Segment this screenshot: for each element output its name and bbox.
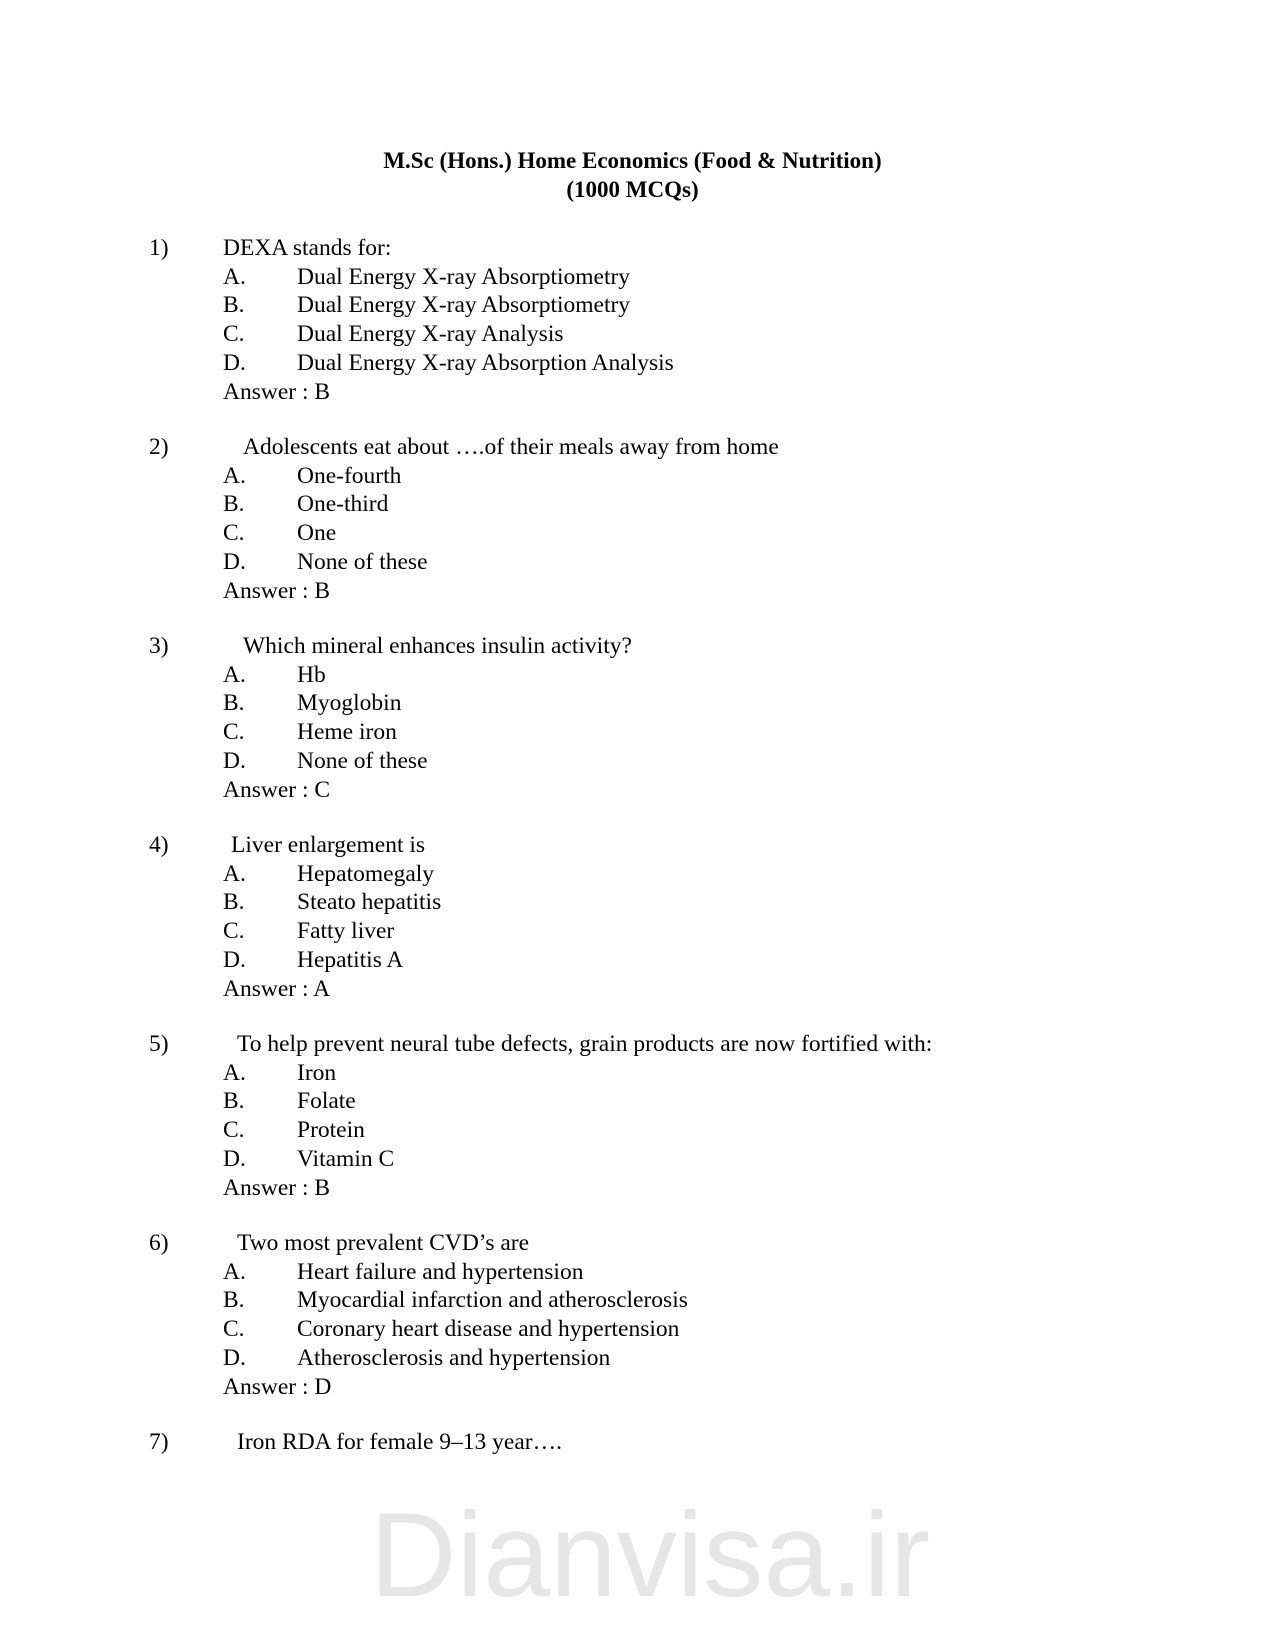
option-letter: B. — [223, 292, 245, 319]
watermark: Dianvisa.ir — [369, 1488, 931, 1622]
option-text: One-fourth — [297, 462, 402, 489]
option-letter: A. — [223, 1059, 246, 1086]
answer-text: Answer : B — [223, 378, 331, 405]
option-letter: D. — [223, 946, 246, 973]
option-text: Atherosclerosis and hypertension — [297, 1344, 611, 1371]
answer-text: Answer : C — [223, 776, 331, 803]
option-letter: C. — [223, 1117, 245, 1144]
option-letter: C. — [223, 1316, 245, 1343]
option-text: Heme iron — [297, 719, 397, 746]
question-number: 1) — [149, 235, 169, 261]
option-letter: B. — [223, 1088, 245, 1115]
question-text: Iron RDA for female 9–13 year…. — [237, 1429, 562, 1455]
option-letter: A. — [223, 661, 246, 688]
option-letter: C. — [223, 520, 245, 547]
option-text: Hb — [297, 661, 326, 688]
option-text: Myocardial infarction and atherosclerosis — [297, 1287, 688, 1314]
option-text: Dual Energy X-ray Absorptiometry — [297, 292, 631, 319]
question-number: 6) — [149, 1230, 169, 1256]
option-text: Dual Energy X-ray Absorptiometry — [297, 263, 631, 290]
option-text: Protein — [297, 1117, 365, 1144]
option-text: Dual Energy X-ray Analysis — [297, 321, 564, 348]
option-text: One — [297, 520, 337, 547]
question-number: 4) — [149, 832, 169, 858]
option-text: Heart failure and hypertension — [297, 1258, 584, 1285]
question-text: Liver enlargement is — [231, 832, 426, 858]
option-text: None of these — [297, 548, 428, 575]
option-letter: A. — [223, 263, 246, 290]
option-letter: C. — [223, 719, 245, 746]
option-letter: D. — [223, 1344, 246, 1371]
question-number: 7) — [149, 1429, 169, 1455]
option-text: None of these — [297, 747, 428, 774]
answer-text: Answer : D — [223, 1373, 332, 1400]
option-letter: B. — [223, 491, 245, 518]
question-number: 5) — [149, 1031, 169, 1057]
option-letter: A. — [223, 462, 246, 489]
option-text: Fatty liver — [297, 918, 395, 945]
option-text: Vitamin C — [297, 1145, 395, 1172]
answer-text: Answer : B — [223, 577, 331, 604]
option-letter: D. — [223, 747, 246, 774]
option-text: Coronary heart disease and hypertension — [297, 1316, 680, 1343]
option-letter: B. — [223, 1287, 245, 1314]
option-text: Hepatomegaly — [297, 860, 435, 887]
option-letter: A. — [223, 860, 246, 887]
option-text: Folate — [297, 1088, 356, 1115]
answer-text: Answer : B — [223, 1174, 331, 1201]
option-text: Hepatitis A — [297, 946, 404, 973]
option-text: Myoglobin — [297, 690, 402, 717]
option-letter: C. — [223, 321, 245, 348]
option-letter: B. — [223, 889, 245, 916]
option-letter: D. — [223, 1145, 246, 1172]
option-letter: C. — [223, 918, 245, 945]
question-text: Adolescents eat about ….of their meals away from home — [243, 434, 779, 460]
document-title: M.Sc (Hons.) Home Economics (Food & Nutrition) — [383, 148, 882, 173]
option-letter: D. — [223, 548, 246, 575]
option-letter: A. — [223, 1258, 246, 1285]
option-text: Dual Energy X-ray Absorption Analysis — [297, 349, 674, 376]
option-letter: B. — [223, 690, 245, 717]
option-letter: D. — [223, 349, 246, 376]
option-text: One-third — [297, 491, 389, 518]
question-text: To help prevent neural tube defects, grain products are now fortified with: — [237, 1031, 933, 1057]
question-text: Two most prevalent CVD’s are — [237, 1230, 530, 1256]
option-text: Steato hepatitis — [297, 889, 442, 916]
answer-text: Answer : A — [223, 975, 331, 1002]
question-number: 3) — [149, 633, 169, 659]
option-text: Iron — [297, 1059, 337, 1086]
document-subtitle: (1000 MCQs) — [566, 177, 699, 202]
question-text: Which mineral enhances insulin activity? — [243, 633, 632, 659]
question-text: DEXA stands for: — [223, 235, 392, 261]
question-number: 2) — [149, 434, 169, 460]
